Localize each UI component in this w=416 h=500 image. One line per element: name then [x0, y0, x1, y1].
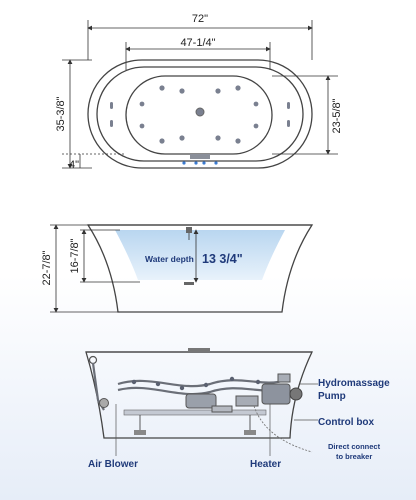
control-panel-icon: [188, 348, 210, 352]
pump-outlet-icon: [278, 374, 290, 382]
drain-icon: [184, 282, 194, 285]
jets: [110, 85, 290, 164]
air-blower-label: Air Blower: [88, 459, 139, 470]
water-manifold: [118, 388, 286, 394]
inner-length-label: 47-1/4": [180, 37, 216, 49]
jet: [140, 102, 145, 107]
jet: [287, 120, 290, 127]
pump-motor-icon: [290, 388, 302, 400]
overall-length-label: 72": [191, 13, 209, 25]
heater-label: Heater: [250, 459, 282, 470]
inner-width-label: 23-5/8": [331, 98, 343, 134]
jet: [254, 124, 259, 129]
control-panel-icon: [190, 154, 210, 159]
button-icon: [182, 161, 185, 164]
jet: [256, 380, 260, 384]
jet: [179, 135, 184, 140]
jet: [159, 85, 164, 90]
jet: [159, 138, 164, 143]
pump-label-line2: Pump: [318, 391, 346, 402]
pump-label-line1: Hydromassage: [318, 378, 390, 389]
direct-connect-line2: to breaker: [336, 452, 373, 461]
water-fill: [115, 230, 285, 280]
jet: [230, 377, 234, 381]
jet: [179, 88, 184, 93]
drain-fitting-icon: [100, 399, 109, 408]
rim-offset-label: 4": [68, 159, 80, 171]
overall-height-label: 22-7/8": [41, 250, 53, 286]
jet: [110, 120, 113, 127]
jet: [140, 124, 145, 129]
button-icon: [194, 161, 197, 164]
air-manifold: [118, 380, 286, 386]
leveling-foot-icon: [244, 430, 256, 435]
inner-height-label: 16-7/8": [69, 238, 81, 274]
jet: [204, 383, 208, 387]
jet: [287, 102, 290, 109]
control-box-label: Control box: [318, 417, 375, 428]
side-view: [41, 225, 312, 312]
jet: [235, 85, 240, 90]
water-depth-label: Water depth: [145, 254, 194, 264]
jet: [254, 102, 259, 107]
base-frame: [124, 410, 266, 415]
jet: [235, 138, 240, 143]
drain-icon: [196, 108, 204, 116]
heater-unit: [212, 406, 232, 412]
button-icon: [214, 161, 217, 164]
overflow-icon: [90, 357, 97, 364]
button-icon: [202, 161, 205, 164]
water-depth-value: 13 3/4": [202, 252, 243, 266]
control-box-unit: [236, 396, 258, 406]
component-view: [86, 348, 390, 470]
jet: [215, 135, 220, 140]
leveling-foot-icon: [134, 430, 146, 435]
top-view: [55, 13, 343, 171]
direct-connect-line1: Direct connect: [328, 442, 381, 451]
jet: [110, 102, 113, 109]
overall-width-label: 35-3/8": [55, 96, 67, 132]
overflow-icon: [186, 227, 192, 233]
jet: [156, 382, 160, 386]
jet: [132, 380, 136, 384]
pump-unit: [262, 384, 290, 404]
jet: [215, 88, 220, 93]
jet: [180, 386, 184, 390]
